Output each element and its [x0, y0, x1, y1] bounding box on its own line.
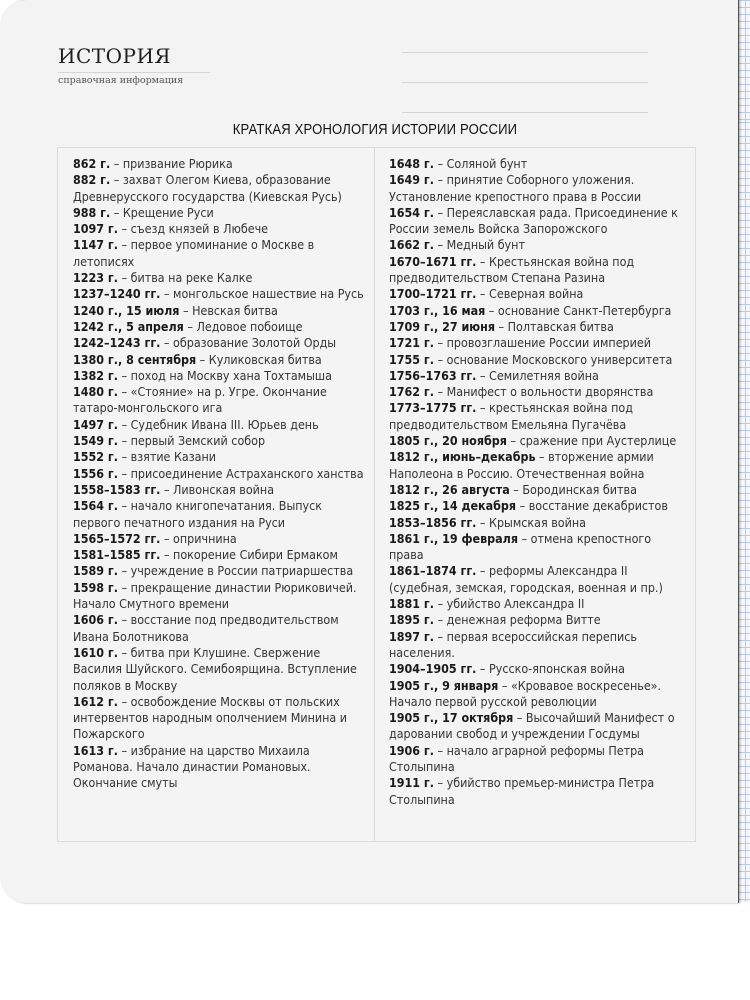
entry-text: восстание декабристов [528, 498, 668, 514]
entry-dash: – [433, 204, 447, 220]
chronology-entry [73, 612, 369, 645]
entry-date: 1558–1583 гг. [73, 481, 161, 497]
entry-dash: – [117, 270, 131, 286]
entry-dash: – [509, 481, 523, 497]
entry-dash: – [117, 742, 131, 758]
entry-dash: – [110, 172, 123, 188]
entry-date: 1242 г., 5 апреля [73, 318, 184, 334]
chronology-entry [73, 368, 369, 384]
entry-text: освобождение Москвы от польских интервентов народным ополчением Минина и Пожарского [73, 693, 348, 742]
entry-text: монгольское нашествие на Русь [173, 286, 364, 302]
entry-dash: – [433, 612, 447, 628]
entry-date: 1648 г. [389, 156, 434, 171]
entry-text: вторжение армии Наполеона в Россию. Отечественная война [389, 449, 654, 481]
entry-dash: – [476, 286, 490, 302]
entry-date: 1721 г. [389, 335, 434, 351]
entry-date: 1613 г. [73, 742, 118, 758]
entry-date: 1223 г. [73, 270, 118, 286]
entry-date: 1610 г. [73, 644, 118, 660]
entry-text: первый Земский собор [130, 433, 266, 449]
section-title: КРАТКАЯ ХРОНОЛОГИЯ ИСТОРИИ РОССИИ [232, 122, 518, 138]
entry-text: принятие Соборного уложения. Установление крепостного права в России [389, 172, 642, 204]
entry-dash: – [476, 661, 490, 677]
chronology-entry [389, 352, 689, 368]
entry-text: Соляной бунт [446, 156, 528, 171]
entry-date: 1897 г. [389, 628, 434, 644]
entry-text: съезд князей в Любече [130, 221, 269, 237]
chronology-entry [73, 547, 369, 563]
chronology-entry [389, 629, 689, 662]
entry-text: образование Золотой Орды [173, 335, 337, 351]
chronology-entry [389, 286, 689, 302]
entry-text: избрание на царство Михаила Романова. Начало династии Романовых. Окончание смуты [73, 742, 311, 791]
entry-date: 1237–1240 гг. [73, 286, 161, 302]
entry-text: Ливонская война [173, 481, 275, 497]
entry-date: 1703 г., 16 мая [389, 302, 486, 318]
entry-dash: – [117, 367, 131, 383]
entry-text: основание Санкт-Петербурга [497, 302, 672, 318]
chronology-entry [389, 237, 689, 253]
entry-date: 1612 г. [73, 693, 118, 709]
entry-date: 1805 г., 20 ноября [389, 433, 507, 449]
entry-text: Медный бунт [446, 237, 525, 253]
entry-text: «Кровавое воскресенье». Начало первой русской революции [389, 677, 662, 709]
entry-text: присоединение Астраханского ханства [130, 465, 364, 481]
entry-text: Русско-японская война [489, 661, 625, 677]
entry-dash: – [433, 335, 447, 351]
entry-text: первое упоминание о Москве в летописях [73, 237, 315, 269]
entry-dash: – [433, 775, 447, 791]
entry-dash: – [179, 302, 193, 318]
entry-text: битва при Клушине. Свержение Василия Шуйского. Семибоярщина. Вступление поляков в Москву [73, 644, 357, 693]
entry-date: 1649 г. [389, 172, 434, 188]
entry-dash: – [160, 286, 174, 302]
entry-dash: – [117, 644, 131, 660]
entry-text: опричнина [173, 530, 237, 546]
chronology-entry [73, 580, 369, 613]
chronology-entry [73, 384, 369, 417]
page-subtitle: справочная информация [58, 75, 184, 86]
chronology-entry [389, 319, 689, 335]
chronology-entry [389, 172, 689, 205]
chronology-entry [389, 303, 689, 319]
entry-text: начало книгопечатания. Выпуск первого печатного издания на Руси [73, 498, 322, 530]
chronology-entry [73, 303, 369, 319]
entry-text: первая всероссийская перепись населения. [389, 628, 637, 660]
entry-dash: – [476, 253, 490, 269]
chronology-entry [73, 417, 369, 433]
title-underline [58, 72, 210, 73]
chronology-entry [73, 433, 369, 449]
page-title: ИСТОРИЯ [58, 44, 172, 68]
chronology-entry [389, 612, 689, 628]
entry-text: Ледовое побоище [196, 318, 303, 334]
entry-dash: – [117, 384, 131, 400]
entry-date: 1905 г., 9 января [389, 677, 499, 693]
entry-text: Бородинская битва [522, 481, 637, 497]
entry-dash: – [513, 710, 526, 726]
chronology-entry [389, 710, 689, 743]
entry-text: Переяславская рада. Присоединение к России земель Войска Запорожского [389, 204, 678, 237]
entry-date: 1762 г. [389, 384, 434, 400]
entry-dash: – [117, 579, 131, 595]
entry-dash: – [183, 318, 197, 334]
entry-date: 1581–1585 гг. [73, 547, 161, 563]
entry-text: сражение при Аустерлице [519, 433, 677, 449]
entry-dash: – [516, 498, 529, 514]
entry-date: 1861–1874 гг. [389, 563, 477, 579]
entry-date: 988 г. [73, 204, 111, 220]
entry-text: битва на реке Калке [130, 270, 253, 286]
entry-text: Семилетняя война [489, 367, 599, 383]
chronology-entry [73, 172, 369, 205]
entry-text: Невская битва [192, 302, 278, 318]
entry-text: реформы Александра II (судебная, земская, городская, военная и пр.) [389, 563, 663, 595]
entry-date: 1564 г. [73, 498, 118, 514]
chronology-entry [73, 205, 369, 221]
entry-text: Крымская война [489, 514, 586, 530]
entry-date: 1904–1905 гг. [389, 661, 477, 677]
entry-text: Судебник Ивана III. Юрьев день [130, 416, 319, 432]
entry-dash: – [117, 563, 131, 579]
entry-dash: – [160, 547, 174, 563]
entry-dash: – [117, 416, 131, 432]
entry-dash: – [494, 318, 508, 334]
entry-date: 1147 г. [73, 237, 118, 253]
chronology-entry [73, 531, 369, 547]
chronology-entry [389, 254, 689, 287]
chronology-entry [73, 221, 369, 237]
chronology-entry [73, 352, 369, 368]
entry-dash: – [110, 204, 123, 220]
entry-dash: – [517, 530, 531, 546]
graph-paper-edge-lower [738, 122, 750, 902]
entry-dash: – [433, 351, 447, 367]
entry-text: Северная война [489, 286, 584, 302]
chronology-entry [73, 335, 369, 351]
entry-dash: – [117, 449, 131, 465]
chronology-table [57, 147, 696, 842]
chronology-entry [389, 563, 689, 596]
entry-dash: – [117, 498, 131, 514]
entry-dash: – [498, 677, 511, 693]
entry-text: Манифест о вольности дворянства [446, 384, 654, 400]
entry-date: 1598 г. [73, 579, 118, 595]
chronology-entry [389, 482, 689, 498]
chronology-entry [73, 743, 369, 792]
entry-date: 1905 г., 17 октября [389, 710, 514, 726]
entry-text: «Стояние» на р. Угре. Окончание татаро-монгольского ига [73, 384, 327, 416]
chronology-entry [73, 319, 369, 335]
entry-text: крестьянская война под предводительством Емельяна Пугачёва [389, 400, 633, 432]
entry-dash: – [476, 563, 490, 579]
entry-date: 1565–1572 гг. [73, 530, 161, 546]
chronology-entry [389, 515, 689, 531]
chronology-entry [389, 661, 689, 677]
entry-text: покорение Сибири Ермаком [173, 547, 338, 563]
column-divider [374, 148, 375, 841]
entry-date: 1242–1243 гг. [73, 335, 161, 351]
entry-text: убийство Александра II [446, 596, 585, 612]
entry-text: убийство премьер-министра Петра Столыпина [389, 775, 655, 807]
entry-date: 1911 г. [389, 775, 434, 791]
entry-dash: – [117, 237, 131, 253]
entry-dash: – [196, 351, 209, 367]
entry-dash: – [110, 156, 123, 171]
entry-date: 1552 г. [73, 449, 118, 465]
entry-text: отмена крепостного права [389, 530, 652, 563]
chronology-entry [389, 596, 689, 612]
chronology-entry [73, 156, 369, 172]
entry-dash: – [476, 514, 490, 530]
entry-text: денежная реформа Витте [446, 612, 601, 628]
entry-dash: – [433, 628, 447, 644]
entry-dash: – [160, 530, 174, 546]
entry-text: призвание Рюрика [122, 156, 233, 171]
entry-dash: – [433, 237, 447, 253]
chronology-entry [389, 775, 689, 808]
entry-text: поход на Москву хана Тохтамыша [130, 367, 332, 383]
entry-date: 1861 г., 19 февраля [389, 530, 518, 546]
entry-date: 1589 г. [73, 563, 118, 579]
entry-dash: – [485, 302, 498, 318]
entry-dash: – [117, 465, 131, 481]
entry-date: 1382 г. [73, 367, 118, 383]
chronology-entry [389, 678, 689, 711]
chronology-entry [389, 433, 689, 449]
entry-text: Куликовская битва [208, 351, 322, 367]
entry-date: 1853–1856 гг. [389, 514, 477, 530]
name-write-line-3[interactable] [402, 112, 648, 113]
entry-date: 1480 г. [73, 384, 118, 400]
entry-date: 1881 г. [389, 596, 434, 612]
entry-text: захват Олегом Киева, образование Древнерусского государства (Киевская Русь) [73, 172, 342, 204]
entry-date: 1556 г. [73, 465, 118, 481]
chronology-entry [389, 400, 689, 433]
chronology-entry [73, 270, 369, 286]
chronology-entry [389, 743, 689, 776]
name-write-line-2[interactable] [402, 82, 648, 83]
entry-date: 1812 г., июнь–декабрь [389, 449, 536, 465]
chronology-entry [389, 205, 689, 238]
entry-text: основание Московского университета [446, 351, 673, 367]
chronology-entry [389, 156, 689, 172]
name-write-line-1[interactable] [402, 52, 648, 53]
entry-dash: – [476, 400, 490, 416]
entry-dash: – [433, 156, 447, 171]
chronology-entry [73, 498, 369, 531]
entry-date: 1097 г. [73, 221, 118, 237]
entry-text: восстание под предводительством Ивана Болотникова [73, 612, 339, 644]
entry-dash: – [433, 596, 447, 612]
chronology-entry [73, 563, 369, 579]
chronology-entry [389, 384, 689, 400]
chronology-entry [389, 531, 689, 564]
entry-text: учреждение в России патриаршества [130, 563, 354, 579]
chronology-column-right [389, 156, 689, 808]
entry-dash: – [433, 384, 447, 400]
entry-dash: – [476, 367, 490, 383]
entry-date: 882 г. [73, 172, 111, 188]
entry-dash: – [117, 693, 131, 709]
chronology-entry [389, 335, 689, 351]
entry-dash: – [160, 481, 174, 497]
entry-text: прекращение династии Рюриковичей. Начало Смутного времени [73, 579, 357, 612]
entry-text: Полтавская битва [507, 318, 614, 334]
entry-dash: – [117, 221, 131, 237]
entry-date: 1825 г., 14 декабря [389, 498, 517, 514]
entry-dash: – [117, 433, 131, 449]
entry-date: 1549 г. [73, 433, 118, 449]
chronology-entry [389, 449, 689, 482]
entry-dash: – [160, 335, 174, 351]
entry-text: Крещение Руси [122, 204, 214, 220]
entry-dash: – [117, 612, 131, 628]
entry-date: 1773–1775 гг. [389, 400, 477, 416]
entry-dash: – [433, 172, 447, 188]
entry-text: взятие Казани [130, 449, 216, 465]
graph-paper-edge [738, 0, 750, 122]
chronology-entry [73, 449, 369, 465]
entry-date: 1670–1671 гг. [389, 253, 477, 269]
entry-date: 862 г. [73, 156, 111, 171]
chronology-entry [389, 368, 689, 384]
entry-dash: – [535, 449, 549, 465]
chronology-column-left [73, 156, 369, 792]
chronology-entry [73, 466, 369, 482]
entry-date: 1240 г., 15 июля [73, 302, 180, 318]
chronology-entry [73, 645, 369, 694]
entry-dash: – [433, 742, 447, 758]
entry-date: 1497 г. [73, 416, 118, 432]
entry-date: 1906 г. [389, 742, 434, 758]
entry-text: Крестьянская война под предводительством Степана Разина [389, 253, 635, 286]
chronology-entry [73, 286, 369, 302]
entry-date: 1606 г. [73, 612, 118, 628]
entry-text: начало аграрной реформы Петра Столыпина [389, 742, 644, 774]
entry-date: 1654 г. [389, 204, 434, 220]
chronology-entry [389, 498, 689, 514]
entry-date: 1812 г., 26 августа [389, 481, 510, 497]
entry-dash: – [506, 433, 520, 449]
entry-date: 1709 г., 27 июня [389, 318, 495, 334]
entry-date: 1700–1721 гг. [389, 286, 477, 302]
chronology-entry [73, 694, 369, 743]
entry-text: провозглашение России империей [446, 335, 651, 351]
entry-date: 1662 г. [389, 237, 434, 253]
entry-date: 1756–1763 гг. [389, 367, 477, 383]
entry-date: 1895 г. [389, 612, 434, 628]
chronology-entry [73, 482, 369, 498]
entry-date: 1755 г. [389, 351, 434, 367]
entry-text: Высочайший Манифест о даровании свобод и учреждении Госдумы [389, 710, 675, 742]
entry-date: 1380 г., 8 сентября [73, 351, 197, 367]
chronology-entry [73, 237, 369, 270]
